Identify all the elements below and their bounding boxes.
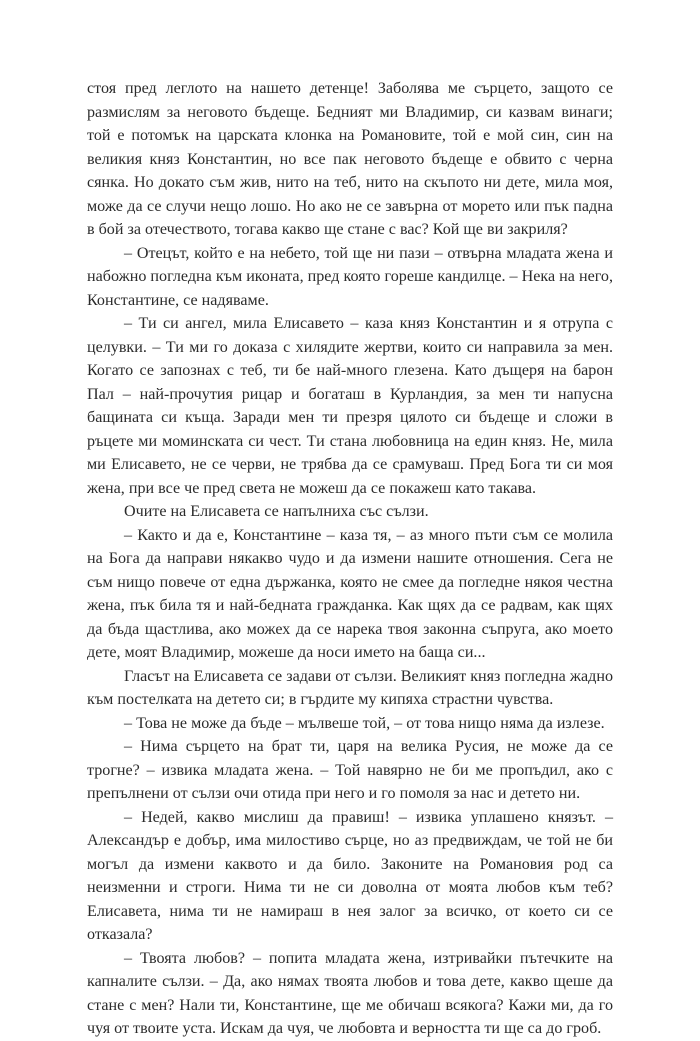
paragraph-5: – Както и да е, Константине – каза тя, – аз много пъти съм се молила на Бога да направи някакво чудо и да измени нашите отношения. Сега не съм нищо повече от една държанка, която не смее да погледне някоя честна жена, пък била тя и най-бедната гражданка. Как щях да се радвам, как щях да бъда щастлива, ако можех да се нарека твоя законна съпруга, ако моето дете, моят Владимир, можеше да носи името на баща си... — [87, 526, 613, 661]
paragraph-9: – Недей, какво мислиш да правиш! – извика уплашено князът. – Александър е добър, има милостиво сърце, но аз предвиждам, че той не би могъл да измени каквото и да било. Законите на Романовия род са неизменни и строги. Нима ти не си доволна от моята любов към теб? Елисавета, нима ти не намираш в нея залог за всичко, от което си се отказала? — [87, 808, 613, 943]
paragraph-3: – Ти си ангел, мила Елисавето – каза княз Константин и я отрупа с целувки. – Ти ми го доказа с хилядите жертви, които си направила за мен. Когато се запознах с теб, ти бе най-много глезена. Като дъщеря на барон Пал – най-прочутия рицар и богаташ в Курландия, за мен ти напусна бащината си къща. Заради мен ти презря цялото си бъдеще и сложи в ръцете ми моминската си чест. Ти стана любовница на един княз. Не, мила ми Елисавето, не се черви, не трябва да се срамуваш. Пред Бога ти си моя жена, при все че пред света не можеш да се покажеш като такава. — [87, 315, 613, 497]
paragraph-8: – Нима сърцето на брат ти, царя на велика Русия, не може да се трогне? – извика младата жена. – Той навярно не би ме пропъдил, ако с препълнени от сълзи очи отида при него и го помоля за нас и детето ни. — [87, 738, 613, 802]
paragraph-6: Гласът на Елисавета се задави от сълзи. Великият княз погледна жадно към постелката на детето си; в гърдите му кипяха страстни чувства. — [87, 667, 613, 708]
body-text — [87, 77, 613, 1041]
paragraph-10: – Твоята любов? – попита младата жена, изтривайки пътечките на капналите сълзи. – Да, ако нямах твоята любов и това дете, какво щеше да стане с мен? Нали ти, Константине, ще ме обичаш всякога? Кажи ми, да го чуя от твоите уста. Искам да чуя, че любовта и верността ти ще са до гроб. — [87, 949, 613, 1037]
paragraph-2: – Отецът, който е на небето, той ще ни пази – отвърна младата жена и набожно погледна към иконата, пред която гореше кандилце. – Нека на него, Константине, се надяваме. — [87, 244, 613, 309]
paragraph-7: – Това не може да бъде – мълвеше той, – от това нищо няма да излезе. — [124, 714, 605, 732]
paragraph-4: Очите на Елисавета се напълниха със сълзи. — [124, 503, 429, 520]
paragraph-1: стоя пред леглото на нашето детенце! Заболява ме сърцето, защото се размислям за неговото бъдеще. Бедният ми Владимир, си казвам винаги; той е потомък на царската клонка на Романовите, той е мой син, син на великия княз Константин, но все пак неговото бъдеще е обвито с черна сянка. Но докато съм жив, нито на теб, нито на скъпото ни дете, мила моя, може да се случи нещо лошо. Но ако не се завърна от морето или пък падна в бой за отечеството, тогава какво ще стане с вас? Кой ще ви закриля? — [87, 80, 613, 238]
